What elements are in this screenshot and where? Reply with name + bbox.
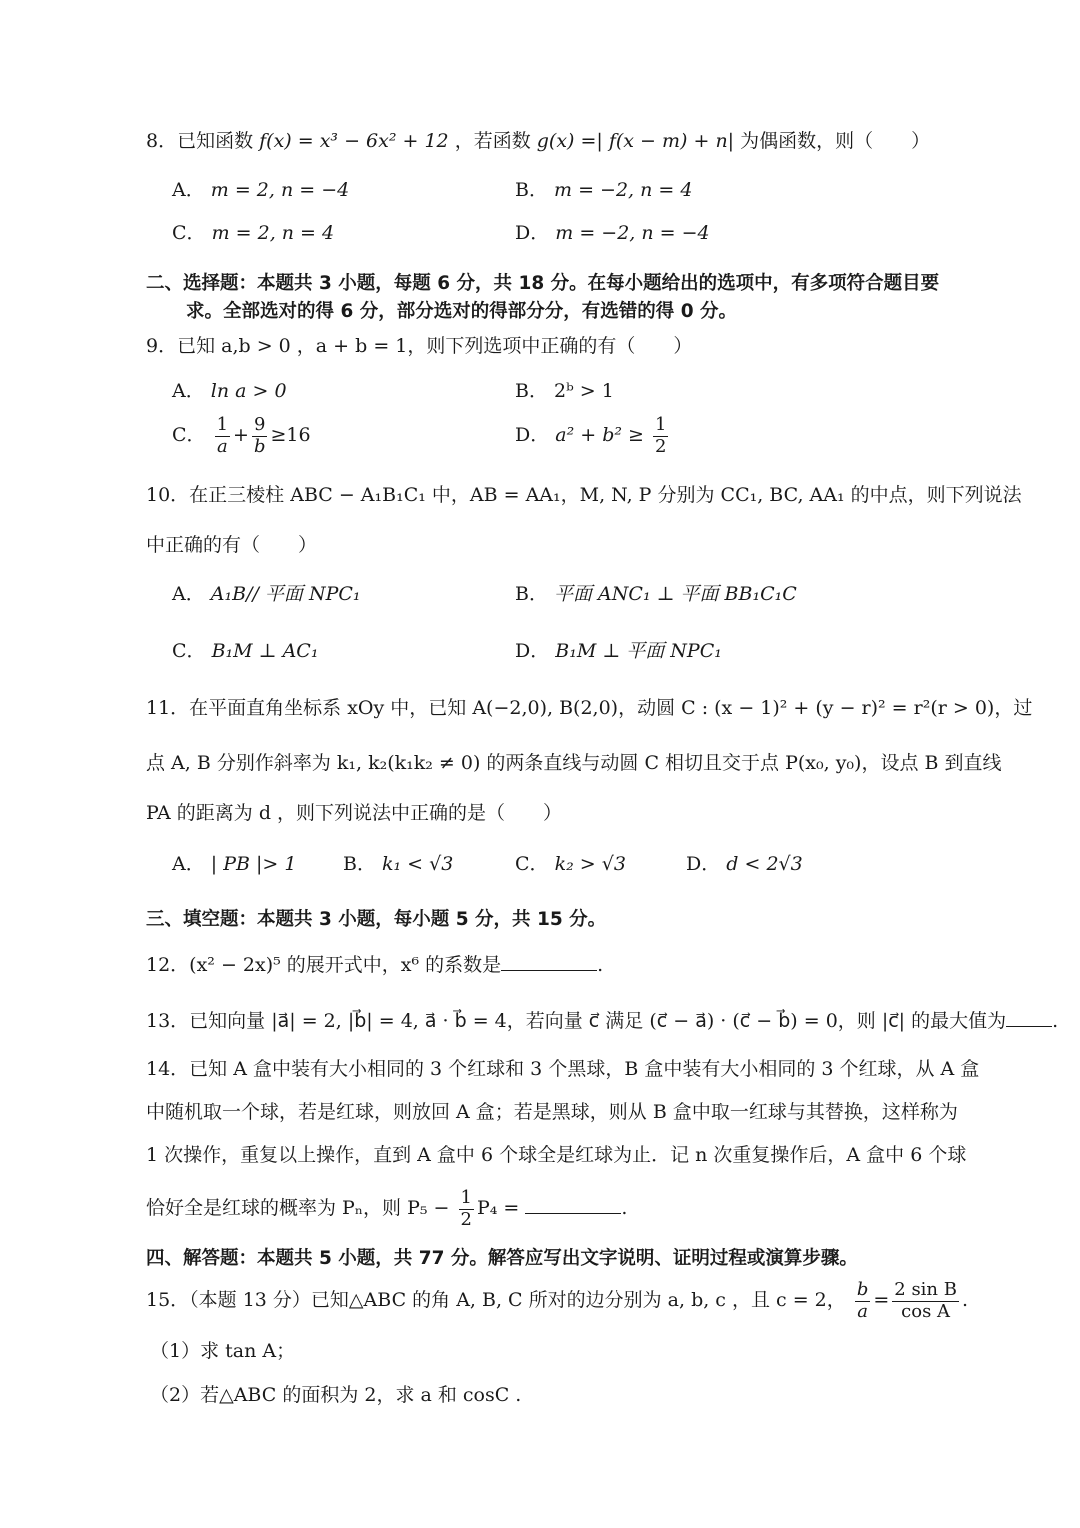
- question-9-stem: 9．已知 a,b > 0 ，a + b = 1，则下列选项中正确的有（ ）: [146, 335, 693, 357]
- option-label: D．: [686, 853, 721, 875]
- option-text: ln a > 0: [210, 380, 287, 402]
- fraction-denominator: 2: [655, 435, 667, 457]
- q8-option-a: [172, 176, 349, 204]
- option-text: B₁M ⊥ 平面 NPC₁: [555, 640, 722, 662]
- q8-mid: ，若函数: [454, 130, 531, 152]
- question-8-stem: [146, 127, 930, 155]
- equals-sign: =: [873, 1289, 890, 1312]
- option-text: B₁M ⊥ AC₁: [211, 640, 319, 662]
- answer-blank[interactable]: [525, 1193, 621, 1214]
- question-14-line2: 中随机取一个球，若是红球，则放回 A 盒；若是黑球，则从 B 盒中取一红球与其替换，这样称为: [146, 1101, 958, 1123]
- question-11-line1: 11．在平面直角坐标系 xOy 中，已知 A(−2,0), B(2,0)，动圆 C : (x − 1)² + (y − r)² = r²(r > 0)，过: [146, 697, 1033, 719]
- option-label: A．: [172, 179, 205, 201]
- option-label: D．: [515, 424, 550, 447]
- fraction-numerator: 2 sin B: [894, 1279, 957, 1300]
- fraction-numerator: 9: [254, 414, 266, 435]
- option-label: A．: [172, 583, 205, 605]
- question-14-line1: 14．已知 A 盒中装有大小相同的 3 个红球和 3 个黑球，B 盒中装有大小相同的 3 个红球，从 A 盒: [146, 1058, 980, 1080]
- q10-option-a: [172, 580, 361, 608]
- question-10-line2: 中正确的有（ ）: [146, 534, 318, 556]
- fraction: [215, 415, 230, 457]
- q11-option-d: [686, 850, 803, 878]
- option-text: d < 2√3: [726, 853, 803, 875]
- question-text: 15．（本题 13 分）已知△ABC 的角 A, B, C 所对的边分别为 a, b, c ，且 c = 2，: [146, 1289, 846, 1312]
- option-text: A₁B// 平面 NPC₁: [210, 583, 361, 605]
- fraction-numerator: 1: [655, 414, 667, 435]
- option-label: A．: [172, 380, 205, 402]
- plus-sign: +: [233, 424, 249, 447]
- q9-option-c: [172, 415, 311, 457]
- question-text: 恰好全是红球的概率为 Pₙ，则 P₅ −: [146, 1197, 450, 1220]
- option-text: m = 2, n = 4: [211, 222, 335, 244]
- option-label: A．: [172, 853, 205, 875]
- section-2-heading-line2: 求。全部选对的得 6 分，部分选对的得部分分，有选错的得 0 分。: [186, 301, 738, 322]
- q11-option-b: [343, 850, 453, 878]
- option-label: C．: [515, 853, 549, 875]
- option-label: C．: [172, 424, 206, 447]
- q9-option-b: [515, 377, 614, 405]
- question-14-line3: 1 次操作，重复以上操作，直到 A 盒中 6 个球全是红球为止．记 n 次重复操作后，A 盒中 6 个球: [146, 1144, 967, 1166]
- fraction-numerator: 1: [216, 414, 229, 435]
- fraction: [892, 1280, 959, 1322]
- q8-option-c: [172, 219, 334, 247]
- option-label: B．: [515, 380, 548, 402]
- q8-prefix: 8．已知函数: [146, 130, 254, 152]
- option-text: m = −2, n = 4: [554, 179, 693, 201]
- fraction: [252, 415, 268, 457]
- option-text: k₁ < √3: [382, 853, 454, 875]
- option-label: C．: [172, 640, 206, 662]
- q9-option-d: [515, 415, 671, 457]
- fraction-numerator: 1: [460, 1187, 472, 1208]
- answer-blank[interactable]: [501, 950, 597, 971]
- q10-option-c: [172, 637, 318, 665]
- option-text: m = −2, n = −4: [555, 222, 710, 244]
- period: .: [621, 1197, 628, 1220]
- question-15-stem: [146, 1280, 968, 1322]
- period: .: [1052, 1010, 1059, 1032]
- fraction-denominator: b: [253, 435, 266, 457]
- q11-option-c: [515, 850, 626, 878]
- q9-option-a: [172, 377, 287, 405]
- question-12: [146, 950, 603, 979]
- q8-suffix: 为偶函数，则（ ）: [740, 130, 931, 152]
- option-label: B．: [515, 583, 548, 605]
- q8-f-expr: f(x) = x³ − 6x² + 12: [259, 130, 449, 152]
- q15-part-1: （1）求 tan A；: [150, 1340, 296, 1362]
- option-label: C．: [172, 222, 206, 244]
- option-text: | PB |> 1: [210, 853, 297, 875]
- option-label: B．: [515, 179, 548, 201]
- question-11-line3: PA 的距离为 d ，则下列说法中正确的是（ ）: [146, 802, 563, 824]
- fraction: [855, 1280, 871, 1322]
- section-4-heading: 四、解答题：本题共 5 小题，共 77 分。解答应写出文字说明、证明过程或演算步骤。: [146, 1248, 858, 1269]
- fraction-denominator: a: [216, 435, 228, 457]
- fraction-denominator: 2: [460, 1208, 472, 1230]
- question-11-line2: 点 A, B 分别作斜率为 k₁, k₂(k₁k₂ ≠ 0) 的两条直线与动圆 C 相切且交于点 P(x₀, y₀)，设点 B 到直线: [146, 752, 1002, 774]
- q15-part-2: （2）若△ABC 的面积为 2，求 a 和 cosC .: [150, 1384, 522, 1406]
- period: .: [597, 954, 604, 976]
- option-text: k₂ > √3: [554, 853, 626, 875]
- question-text: P₄ =: [476, 1197, 520, 1220]
- option-text: a² + b² ≥: [555, 424, 644, 447]
- q8-g-expr: g(x) =| f(x − m) + n|: [536, 130, 735, 152]
- q8-option-b: [515, 176, 692, 204]
- period: .: [961, 1289, 969, 1312]
- question-text: 13．已知向量 |a⃗| = 2, |b⃗| = 4, a⃗ · b⃗ = 4，若向量 c⃗ 满足 (c⃗ − a⃗) · (c⃗ − b⃗) = 0，则 |c⃗| 的最大值为: [146, 1010, 1007, 1032]
- section-2-heading-line1: 二、选择题：本题共 3 小题，每题 6 分，共 18 分。在每小题给出的选项中，有多项符合题目要: [146, 273, 940, 294]
- option-text: 平面 ANC₁ ⊥ 平面 BB₁C₁C: [554, 583, 797, 605]
- fraction-numerator: b: [856, 1279, 869, 1300]
- fraction-denominator: a: [857, 1300, 868, 1322]
- q8-option-d: [515, 219, 710, 247]
- question-text: 12．(x² − 2x)⁵ 的展开式中，x⁶ 的系数是: [146, 954, 502, 976]
- question-10-line1: 10．在正三棱柱 ABC − A₁B₁C₁ 中，AB = AA₁，M, N, P 分别为 CC₁, BC, AA₁ 的中点，则下列说法: [146, 484, 1022, 506]
- fraction-denominator: cos A: [901, 1300, 951, 1322]
- option-text: m = 2, n = −4: [210, 179, 350, 201]
- fraction: [653, 415, 668, 457]
- section-3-heading: 三、填空题：本题共 3 小题，每小题 5 分，共 15 分。: [146, 909, 607, 930]
- option-text: 2ᵇ > 1: [554, 380, 614, 402]
- fraction: [459, 1188, 474, 1230]
- option-label: D．: [515, 640, 550, 662]
- option-label: D．: [515, 222, 550, 244]
- question-13: [146, 1006, 1058, 1035]
- question-14-line4: [146, 1188, 627, 1230]
- q10-option-d: [515, 637, 722, 665]
- q11-option-a: [172, 850, 296, 878]
- option-text: ≥16: [270, 424, 311, 447]
- option-label: B．: [343, 853, 376, 875]
- q10-option-b: [515, 580, 797, 608]
- answer-blank[interactable]: [1006, 1006, 1052, 1027]
